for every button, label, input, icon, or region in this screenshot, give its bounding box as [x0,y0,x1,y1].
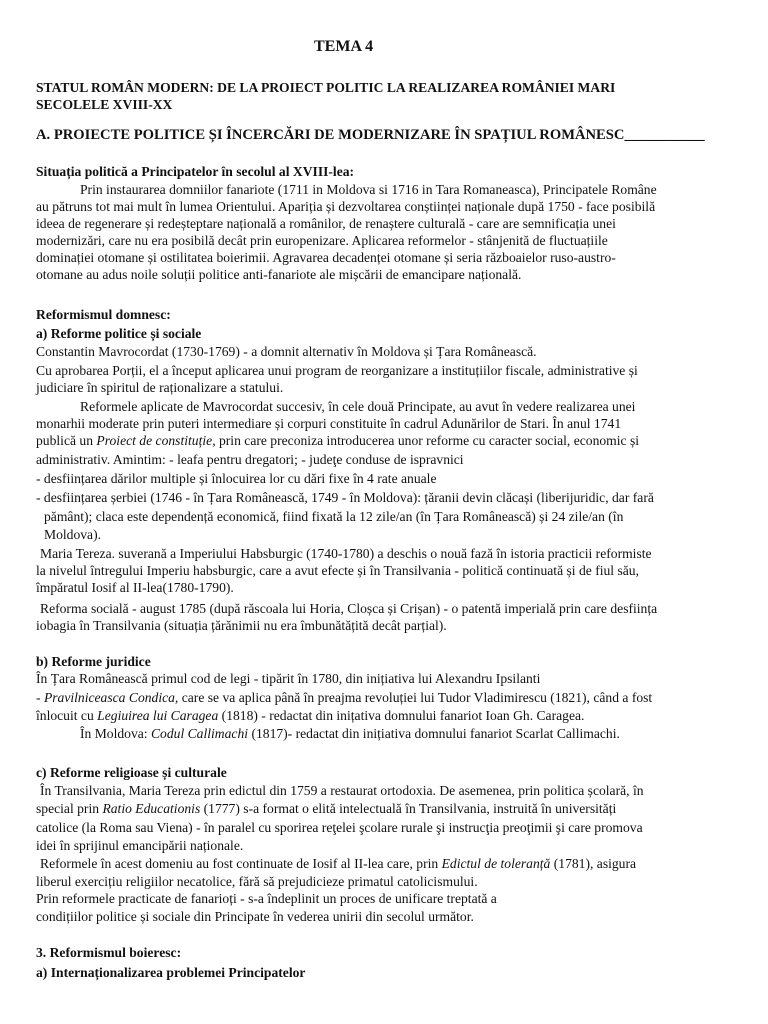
paragraph-line: judiciare în spiritul de raționalizare a statului. [36,380,284,395]
paragraph-line: publică un Proiect de constituție, prin care preconiza introducerea unor reforme cu caracter social, economic și [36,433,640,448]
list-item: - desființarea dărilor multiple și înlocuirea lor cu dări fixe în 4 rate anuale [36,471,437,486]
paragraph-line: modernizări, care nu era posibilă decât prin europenizare. Aplicarea reformelor - stânjenită de fluctuațiile [36,233,608,248]
paragraph-line: la nivelul întregului Imperiu habsburgic, care a avut efecte și în Transilvania - politică continuată și de fiul său, [36,563,639,578]
reforme-politice-heading: a) Reforme politice și sociale [36,326,202,341]
paragraph-line: otomane au adus noile soluții politice anti-fanariote ale mișcării de emancipare națională. [36,267,522,282]
paragraph-line: liberul exercițiu religiilor necatolice, fără să prejudicieze primatul catolicismului. [36,874,478,889]
section-a-heading: A. PROIECTE POLITICE ȘI ÎNCERCĂRI DE MODERNIZARE ÎN SPAȚIUL ROMÂNESC___________ [36,127,705,143]
subtitle-line-2: SECOLELE XVIII-XX [36,97,173,112]
paragraph-line: împăratul Iosif al II-lea(1780-1790). [36,580,234,595]
list-item: - desființarea șerbiei (1746 - în Țara Românească, 1749 - în Moldova): țăranii devin clăcași (liberijuridic, dar fară [36,490,654,505]
paragraph-line: au pătruns tot mai mult în lumea Orientului. Apariția și dezvoltarea conștiinței naționale după 1750 - face posibilă [36,199,656,214]
paragraph-line: Reformele aplicate de Mavrocordat succesiv, în cele două Principate, au avut în vedere realizarea unei [80,399,636,414]
paragraph-line: monarhii moderate prin puteri intermediare și corpuri constituite în cadrul Adunărilor de Stari. În anul 1741 [36,416,622,431]
reformismul-domnesc-heading: Reformismul domnesc: [36,307,171,322]
paragraph-line: dominației otomane și ostilitatea boierimii. Agravarea decadenței otomane și seria războaielor ruso-austro- [36,250,616,265]
internationalizarea-heading: a) Internaționalizarea problemei Principatelor [36,965,306,980]
paragraph-line: Reformele în acest domeniu au fost continuate de Iosif al II-lea care, prin Edictul de toleranță (1781), asigura [40,856,637,871]
paragraph-line: Maria Tereza. suverană a Imperiului Habsburgic (1740-1780) a deschis o nouă fază în istoria practicii reformiste [40,546,652,561]
reforme-juridice-heading: b) Reforme juridice [36,654,151,669]
paragraph-line: - Pravilniceasca Condica, care se va aplica până în preajma revoluției lui Tudor Vladimirescu (1821), când a fost [36,690,653,705]
paragraph-line: înlocuit cu Legiuirea lui Caragea (1818) - redactat din inițativa domnului fanariot Ioan Gh. Caragea. [36,708,585,723]
reformismul-boieresc-heading: 3. Reformismul boieresc: [36,945,182,960]
paragraph-line: Moldova). [44,527,102,542]
paragraph-line: pământ); claca este dependență economică, fiind fixată la 12 zile/an (în Țara Românească) și 24 zile/an (în [44,509,624,524]
paragraph-line: Prin reformele practicate de fanarioți - s-a îndeplinit un proces de unificare treptată a [36,891,497,906]
paragraph-line: condițiilor politice și sociale din Principate în vederea unirii din secolul următor. [36,909,474,924]
paragraph-line: Prin instaurarea domniilor fanariote (1711 in Moldova si 1716 in Tara Romaneasca), Principatele Române [80,182,657,197]
paragraph-line: ideea de regenerare și redeșteptare națională a românilor, de renaștere culturală - care are semnificația unei [36,216,616,231]
page-title: TEMA 4 [314,38,374,55]
paragraph-line: În Moldova: Codul Callimachi (1817)- redactat din inițiativa domnului fanariot Scarlat Callimachi. [80,726,620,741]
paragraph-line: idei în sprijinul emancipării naționale. [36,838,244,853]
situatia-heading: Situația politică a Principatelor în secolul al XVIII-lea: [36,164,355,179]
paragraph-line: În Transilvania, Maria Tereza prin edictul din 1759 a restaurat ortodoxia. De asemenea, prin politica școlară, în [40,783,644,798]
paragraph-line: Cu aprobarea Porții, el a început aplicarea unui program de reorganizare a instituțiilor fiscale, administrative și [36,363,638,378]
paragraph-line: special prin Ratio Educationis (1777) s-a format o elită intelectuală în Transilvania, instruită în universități [36,801,617,816]
paragraph-line: Constantin Mavrocordat (1730-1769) - a domnit alternativ în Moldova și Țara Românească. [36,344,537,359]
reforme-religioase-heading: c) Reforme religioase și culturale [36,765,227,780]
paragraph-line: administrativ. Amintim: - leafa pentru dregatori; - judeţe conduse de ispravnici [36,452,464,467]
paragraph-line: În Țara Românească primul cod de legi - tipărit în 1780, din inițiativa lui Alexandru Ipsilanti [36,671,541,686]
paragraph-line: iobagia în Transilvania (situația țărănimii nu era îmbunătățită decât parțial). [36,618,447,633]
paragraph-line: Reforma socială - august 1785 (după răscoala lui Horia, Cloșca și Crișan) - o patentă imperială prin care desființa [40,601,658,616]
paragraph-line: catolice (la Roma sau Viena) - în paralel cu sporirea reţelei şcolare rurale şi instrucţia preoţimii şi care promova [36,820,643,835]
subtitle-line-1: STATUL ROMÂN MODERN: DE LA PROIECT POLITIC LA REALIZAREA ROMÂNIEI MARI [36,80,616,95]
